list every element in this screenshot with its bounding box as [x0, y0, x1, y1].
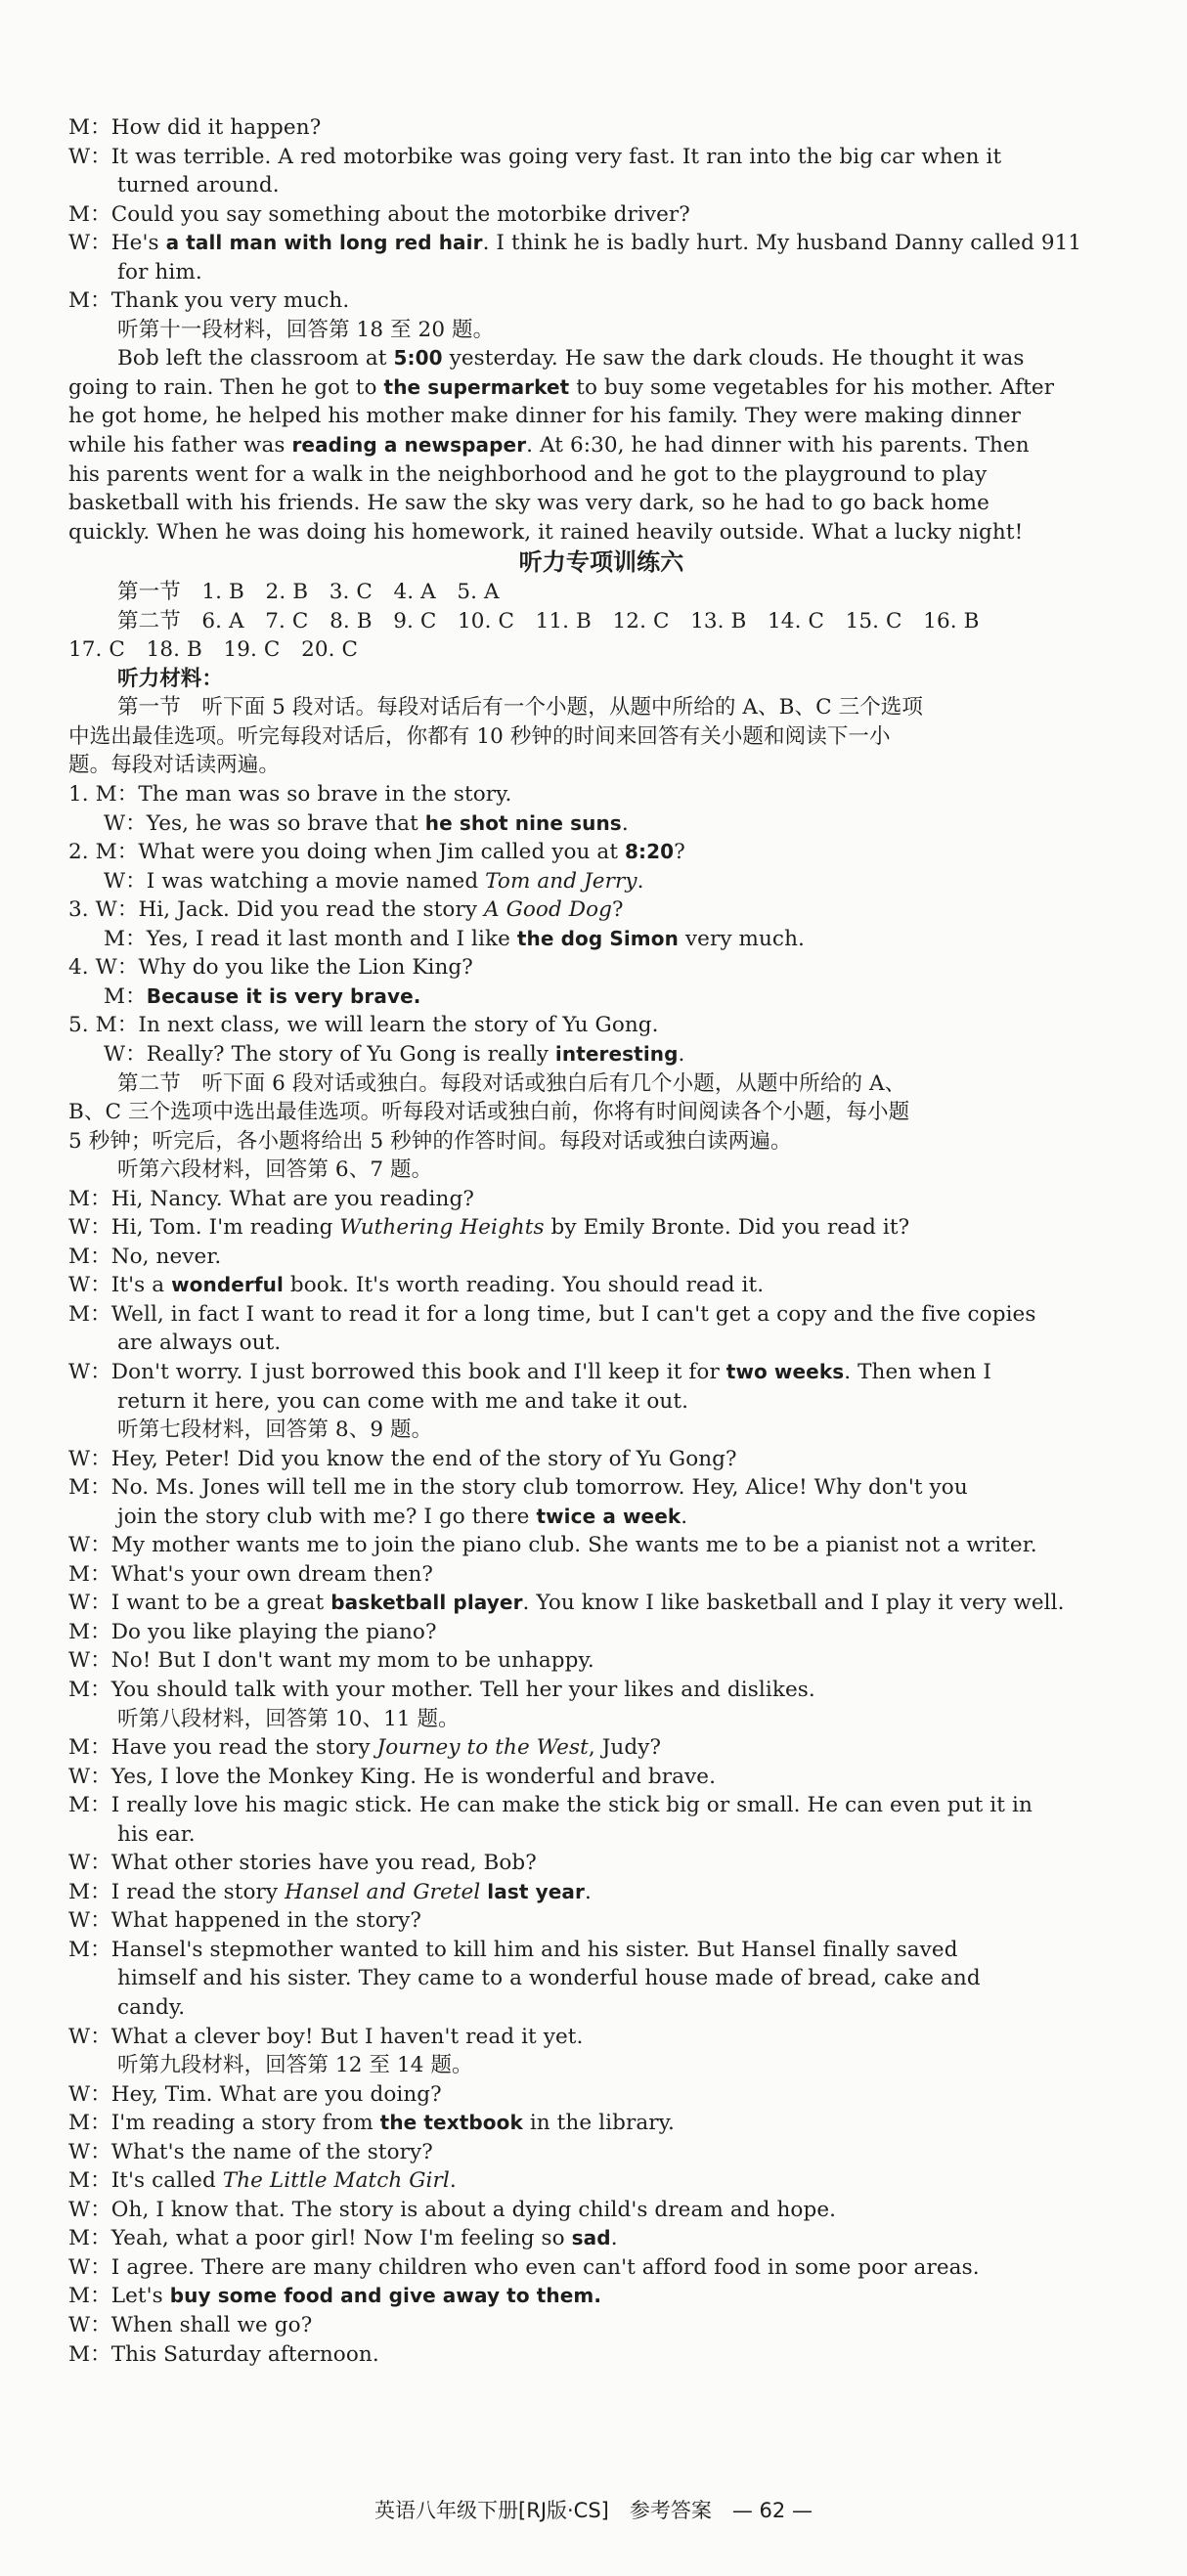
- text-segment: W：Oh, I know that. The story is about a dying child's dream and hope.: [68, 2197, 837, 2222]
- answer-highlight: interesting: [554, 1041, 679, 1066]
- text-segment: quickly. When he was doing his homework, it rained heavily outside. What a lucky night!: [68, 519, 1024, 545]
- text-segment: W：No! But I don't want my mom to be unhappy.: [68, 1648, 594, 1674]
- text-line: [68, 113, 1134, 143]
- text-line: [68, 953, 1134, 982]
- text-segment: 第一节 1. B 2. B 3. C 4. A 5. A: [117, 580, 500, 605]
- text-segment: W：Don't worry. I just borrowed this book and I'll keep it for: [68, 1359, 726, 1384]
- text-line: [68, 1011, 1134, 1040]
- answer-highlight: sad: [571, 2226, 611, 2250]
- text-segment: M：I really love his magic stick. He can make the stick big or small. He can even put it in: [68, 1793, 1033, 1818]
- text-segment: M：This Saturday afternoon.: [68, 2341, 379, 2367]
- text-line: [68, 1185, 1134, 1214]
- text-segment: very much.: [678, 926, 805, 951]
- text-line: [68, 867, 1134, 896]
- text-segment: W：Yes, he was so brave that: [104, 810, 425, 836]
- text-segment: . You know I like basketball and I play it very well.: [522, 1591, 1065, 1616]
- text-line: [68, 1040, 1134, 1070]
- text-segment: going to rain. Then he got to: [68, 374, 384, 400]
- text-segment: 3. W：Hi, Jack. Did you read the story: [68, 897, 485, 923]
- text-line: [68, 1618, 1134, 1647]
- text-segment: M：Let's: [68, 2284, 170, 2309]
- text-segment: .: [681, 1504, 688, 1529]
- text-segment: his ear.: [117, 1821, 196, 1847]
- text-line: [68, 2311, 1134, 2340]
- text-segment: 听第八段材料，回答第 10、11 题。: [117, 1706, 460, 1731]
- text-segment: M：What's your own dream then?: [68, 1561, 434, 1587]
- text-segment: 17. C 18. B 19. C 20. C: [68, 637, 359, 663]
- text-segment: . Then when I: [844, 1359, 991, 1384]
- text-segment: M：: [104, 983, 147, 1009]
- text-segment: candy.: [117, 1995, 186, 2020]
- text-line: [68, 780, 1134, 809]
- text-line: [68, 693, 1134, 722]
- answer-highlight: two weeks: [725, 1359, 845, 1383]
- text-segment: his parents went for a walk in the neighborhood and he got to the playground to play: [68, 461, 988, 487]
- text-segment: 听第七段材料，回答第 8、9 题。: [117, 1418, 433, 1443]
- text-line: [68, 1676, 1134, 1705]
- answer-highlight: the dog Simon: [516, 926, 679, 950]
- text-segment: W：What's the name of the story?: [68, 2139, 433, 2164]
- text-segment: M：Could you say something about the motorbike driver?: [68, 201, 690, 227]
- text-line: [68, 2196, 1134, 2225]
- text-segment: join the story club with me? I go there: [117, 1504, 537, 1529]
- text-segment: W：Hi, Tom. I'm reading: [68, 1215, 340, 1241]
- text-line: [68, 373, 1134, 403]
- text-segment: W：What other stories have you read, Bob?: [68, 1851, 537, 1876]
- italic-title: Tom and Jerry: [485, 868, 637, 894]
- text-line: [68, 722, 1134, 752]
- text-segment: .: [678, 1041, 685, 1067]
- answer-highlight: last year: [487, 1879, 585, 1903]
- text-line: [68, 1964, 1134, 1993]
- text-line: [68, 2340, 1134, 2370]
- text-segment: M：Thank you very much.: [68, 288, 350, 314]
- text-segment: yesterday. He saw the dark clouds. He thought it was: [442, 346, 1025, 371]
- text-segment: 题。每段对话读两遍。: [68, 753, 281, 778]
- text-line: [68, 286, 1134, 316]
- answer-highlight: basketball player: [330, 1591, 523, 1615]
- text-segment: M：It's called: [68, 2168, 223, 2194]
- text-segment: 听力专项训练六: [518, 548, 684, 577]
- text-line: [68, 635, 1134, 665]
- text-segment: 5. M：In next class, we will learn the story of Yu Gong.: [68, 1013, 659, 1038]
- text-segment: .: [584, 1879, 592, 1904]
- text-line: [68, 431, 1134, 460]
- text-segment: he got home, he helped his mother make dinner for his family. They were making dinner: [68, 404, 1022, 429]
- text-segment: M：Hi, Nancy. What are you reading?: [68, 1186, 474, 1211]
- text-line: [68, 607, 1134, 636]
- text-segment: W：Yes, I love the Monkey King. He is wonderful and brave.: [68, 1764, 717, 1789]
- italic-title: Wuthering Heights: [339, 1215, 545, 1241]
- text-line: [68, 895, 1134, 925]
- text-line: [68, 982, 1134, 1012]
- text-segment: M：Have you read the story: [68, 1735, 377, 1761]
- text-segment: M：Well, in fact I want to read it for a long time, but I can't get a copy and the five copies: [68, 1301, 1036, 1327]
- text-line: [68, 2051, 1134, 2080]
- text-line: [68, 925, 1134, 954]
- text-segment: are always out.: [117, 1331, 282, 1356]
- text-segment: W：What happened in the story?: [68, 1908, 421, 1934]
- text-line: [68, 838, 1134, 867]
- text-segment: book. It's worth reading. You should read it.: [283, 1273, 765, 1298]
- text-segment: W：It was terrible. A red motorbike was going very fast. It ran into the big car when it: [68, 144, 1002, 169]
- answer-highlight: reading a newspaper: [291, 433, 527, 458]
- text-line: [68, 1878, 1134, 1907]
- italic-title: A Good Dog: [484, 897, 613, 923]
- text-segment: . I think he is badly hurt. My husband Danny called 911: [482, 231, 1082, 256]
- text-line: [68, 229, 1134, 258]
- text-line: [68, 1733, 1134, 1763]
- answer-highlight: a tall man with long red hair: [165, 231, 483, 255]
- text-segment: M：Do you like playing the piano?: [68, 1619, 437, 1644]
- text-segment: M：You should talk with your mother. Tell her your likes and dislikes.: [68, 1677, 815, 1702]
- text-segment: W：He's: [68, 231, 166, 256]
- text-segment: M：Hansel's stepmother wanted to kill him and his sister. But Hansel finally saved: [68, 1937, 958, 1962]
- document-body: [68, 113, 1134, 2369]
- text-line: [68, 1416, 1134, 1445]
- italic-title: Journey to the West: [376, 1735, 589, 1761]
- text-segment: 中选出最佳选项。听完每段对话后，你都有 10 秒钟的时间来回答有关小题和阅读下一小: [68, 723, 891, 749]
- text-line: [68, 1329, 1134, 1358]
- italic-title: Hansel and Gretel: [285, 1879, 481, 1904]
- answer-highlight: the textbook: [379, 2111, 523, 2135]
- text-segment: W：What a clever boy! But I haven't read it yet.: [68, 2024, 584, 2049]
- page-footer: 英语八年级下册[RJ版·CS] 参考答案 — 62 —: [374, 2499, 813, 2522]
- text-segment: M：I'm reading a story from: [68, 2111, 380, 2136]
- text-line: [68, 1503, 1134, 1532]
- text-segment: .: [637, 868, 644, 894]
- text-segment: 第二节 听下面 6 段对话或独白。每段对话或独白后有几个小题，从题中所给的 A、: [117, 1070, 906, 1096]
- text-line: [68, 200, 1134, 230]
- text-segment: 听第九段材料，回答第 12 至 14 题。: [117, 2053, 473, 2078]
- text-segment: M：How did it happen?: [68, 115, 322, 140]
- italic-title: The Little Match Girl: [222, 2168, 450, 2194]
- section-heading: [68, 546, 1134, 578]
- text-segment: while his father was: [68, 433, 292, 458]
- text-segment: 听力材料：: [117, 666, 224, 691]
- text-line: [68, 1993, 1134, 2023]
- text-line: [68, 518, 1134, 547]
- text-segment: . At 6:30, he had dinner with his parents. Then: [526, 433, 1030, 458]
- text-line: [68, 1791, 1134, 1820]
- text-segment: 第二节 6. A 7. C 8. B 9. C 10. C 11. B 12. C 13. B 14. C 15. C 16. B: [117, 608, 980, 633]
- text-segment: 1. M：The man was so brave in the story.: [68, 782, 512, 808]
- text-segment: 听第十一段材料，回答第 18 至 20 题。: [117, 317, 495, 342]
- answer-highlight: the supermarket: [383, 374, 570, 399]
- text-segment: M：No, never.: [68, 1244, 222, 1269]
- text-line: [68, 1300, 1134, 1330]
- text-segment: .: [621, 810, 629, 836]
- text-line: [68, 1445, 1134, 1474]
- text-segment: ?: [612, 897, 624, 923]
- text-line: [68, 1387, 1134, 1417]
- text-line: [68, 344, 1134, 373]
- text-line: [68, 1646, 1134, 1676]
- text-segment: 4. W：Why do you like the Lion King?: [68, 955, 473, 981]
- text-line: [68, 1271, 1134, 1300]
- text-segment: W：Hey, Peter! Did you know the end of the story of Yu Gong?: [68, 1446, 737, 1471]
- text-segment: M：Yes, I read it last month and I like: [104, 926, 517, 951]
- text-line: [68, 1589, 1134, 1618]
- text-line: [68, 1906, 1134, 1936]
- text-line: [68, 1127, 1134, 1157]
- text-line: [68, 665, 1134, 694]
- text-segment: .: [449, 2168, 457, 2194]
- text-line: [68, 2023, 1134, 2052]
- text-line: [68, 809, 1134, 839]
- text-segment: M：No. Ms. Jones will tell me in the story club tomorrow. Hey, Alice! Why don't you: [68, 1475, 968, 1501]
- text-line: [68, 1358, 1134, 1387]
- text-line: [68, 316, 1134, 345]
- text-line: [68, 171, 1134, 200]
- text-segment: W：I was watching a movie named: [104, 868, 486, 894]
- answer-highlight: wonderful: [171, 1273, 284, 1297]
- text-segment: basketball with his friends. He saw the sky was very dark, so he had to go back home: [68, 491, 989, 516]
- text-segment: W：I want to be a great: [68, 1591, 331, 1616]
- answer-highlight: 5:00: [393, 346, 443, 371]
- answer-highlight: twice a week: [536, 1504, 681, 1528]
- text-segment: M：Yeah, what a poor girl! Now I'm feeling so: [68, 2226, 572, 2251]
- text-line: [68, 460, 1134, 490]
- text-segment: for him.: [117, 259, 202, 284]
- text-segment: 第一节 听下面 5 段对话。每段对话后有一个小题，从题中所给的 A、B、C 三个选项: [117, 695, 923, 720]
- text-line: [68, 1213, 1134, 1243]
- text-line: [68, 258, 1134, 287]
- answer-highlight: buy some food and give away to them.: [169, 2284, 602, 2308]
- text-segment: M：I read the story: [68, 1879, 286, 1904]
- text-line: [68, 1243, 1134, 1272]
- text-line: [68, 1070, 1134, 1099]
- text-segment: 2. M：What were you doing when Jim called you at: [68, 840, 626, 865]
- text-line: [68, 2166, 1134, 2196]
- text-segment: 5 秒钟；听完后，各小题将给出 5 秒钟的作答时间。每段对话或独白读两遍。: [68, 1128, 792, 1154]
- text-segment: .: [610, 2226, 618, 2251]
- text-segment: in the library.: [522, 2111, 675, 2136]
- text-line: [68, 2253, 1134, 2283]
- text-segment: turned around.: [117, 173, 280, 198]
- text-segment: W：My mother wants me to join the piano club. She wants me to be a pianist not a writer.: [68, 1533, 1037, 1558]
- text-segment: himself and his sister. They came to a wonderful house made of bread, cake and: [117, 1966, 981, 1991]
- text-line: [68, 1820, 1134, 1850]
- text-line: [68, 578, 1134, 607]
- text-line: [68, 1473, 1134, 1503]
- text-segment: by Emily Bronte. Did you read it?: [544, 1215, 910, 1241]
- text-line: [68, 143, 1134, 172]
- text-line: [68, 1849, 1134, 1878]
- text-line: [68, 1763, 1134, 1792]
- text-segment: W：Hey, Tim. What are you doing?: [68, 2081, 442, 2107]
- text-segment: W：When shall we go?: [68, 2313, 313, 2338]
- text-segment: W：I agree. There are many children who even can't afford food in some poor areas.: [68, 2254, 980, 2280]
- text-segment: ?: [674, 840, 685, 865]
- text-line: [68, 402, 1134, 431]
- text-segment: W：Really? The story of Yu Gong is really: [104, 1041, 555, 1067]
- text-line: [68, 1936, 1134, 1965]
- text-segment: to buy some vegetables for his mother. After: [569, 374, 1055, 400]
- text-line: [68, 1156, 1134, 1185]
- text-line: [68, 2138, 1134, 2167]
- answer-highlight: he shot nine suns: [424, 810, 622, 835]
- text-line: [68, 1560, 1134, 1590]
- text-line: [68, 751, 1134, 780]
- answer-highlight: Because it is very brave.: [146, 983, 421, 1008]
- text-segment: 听第六段材料，回答第 6、7 题。: [117, 1157, 433, 1183]
- text-segment: Bob left the classroom at: [117, 346, 394, 371]
- text-line: [68, 2282, 1134, 2311]
- text-line: [68, 1531, 1134, 1560]
- text-segment: return it here, you can come with me and take it out.: [117, 1388, 689, 1414]
- text-line: [68, 1705, 1134, 1734]
- text-line: [68, 2109, 1134, 2138]
- text-line: [68, 1098, 1134, 1127]
- answer-highlight: 8:20: [625, 840, 675, 864]
- text-segment: W：It's a: [68, 1273, 172, 1298]
- text-line: [68, 489, 1134, 518]
- text-segment: B、C 三个选项中选出最佳选项。听每段对话或独白前，你将有时间阅读各个小题，每小题: [68, 1100, 910, 1125]
- text-line: [68, 2224, 1134, 2253]
- text-line: [68, 2080, 1134, 2110]
- text-segment: , Judy?: [588, 1735, 662, 1761]
